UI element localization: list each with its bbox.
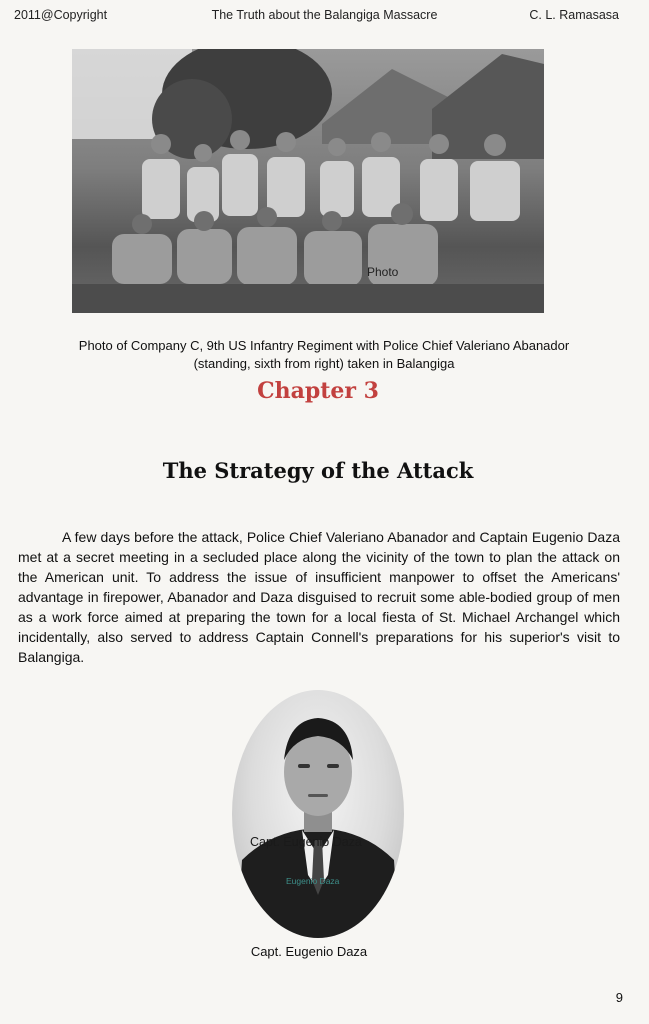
header-copyright: 2011@Copyright [14,8,108,22]
photo-watermark: Photo [367,265,399,279]
group-photo [72,49,544,313]
body-paragraph: A few days before the attack, Police Chief Valeriano Abanador and Captain Eugenio Daza met at a secret meeting in a secluded place along the vicinity of the town to plan the attack on the American unit. To address the issue of insufficient manpower to offset the Americans' advantage in firepower, Abanador and Daza disguised to recruit some able-bodied group of men as a work force aimed at preparing the town for a local fiesta of St. Michael Archangel which incidentally, also served to address Captain Connell's preparations for his superior's visit to Balangiga. [18,529,620,665]
section-title: The Strategy of the Attack [162,458,474,483]
photo-caption-line-1: Photo of Company C, 9th US Infantry Regiment with Police Chief Valeriano Abanador [78,338,570,353]
portrait-caption: Capt. Eugenio Daza [250,944,368,959]
photo-caption [18,337,630,373]
page-number: 9 [615,990,623,1005]
photo-caption-line-2: (standing, sixth from right) taken in Balangiga [193,356,455,371]
page-header [0,8,649,26]
portrait-overlay-text: Capt. Eugenio Daza [250,835,362,849]
header-book-title: The Truth about the Balangiga Massacre [211,8,438,22]
portrait-overlay-small: Eugenio Daza [286,876,340,886]
portrait-photo [232,690,404,938]
header-author: C. L. Ramasasa [529,8,619,22]
group-photo-illustration [72,49,544,313]
chapter-heading: Chapter 3 [257,378,379,404]
portrait-illustration [232,690,404,938]
